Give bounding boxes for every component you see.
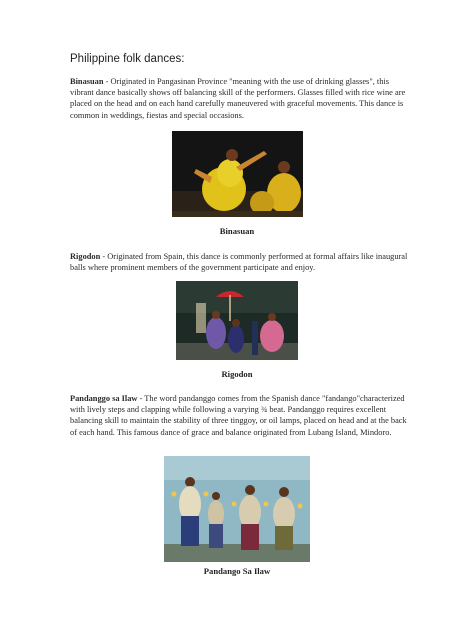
rigodon-paragraph	[70, 251, 410, 273]
pandanggo-term: Pandanggo sa Ilaw	[70, 394, 138, 403]
pandanggo-caption: Pandango Sa Ilaw	[203, 566, 271, 576]
binasuan-paragraph	[70, 76, 410, 121]
pandanggo-photo	[164, 456, 310, 562]
rigodon-description: - Originated from Spain, this dance is commonly performed at formal affairs like inaugural balls where prominent members of the government participate and enjoy.	[70, 252, 408, 273]
page-title: Philippine folk dances:	[70, 53, 185, 65]
binasuan-description: - Originated in Pangasinan Province "meaning with the use of drinking glasses", this vibrant dance basically shows off balancing skill of the performers. Glasses filled with rice wine are placed on the head and on each hand carefully maneuvered with graceful movements. This dance is common in weddings, fiestas and special occasions.	[70, 77, 406, 120]
pandanggo-description: - The word pandanggo comes from the Spanish dance "fandango"characterized with lively steps and clapping while following a varying ¾ beat. Pandanggo requires excellent balancing skill to maintain the stability of three tinggoy, or oil lamps, placed on head and at the back of each hand. This famous dance of grace and balance originated from Lubang Island, Mindoro.	[70, 394, 407, 437]
pandanggo-paragraph	[70, 393, 410, 438]
binasuan-photo	[172, 131, 303, 217]
rigodon-caption: Rigodon	[221, 369, 253, 379]
binasuan-term: Binasuan	[70, 77, 104, 86]
binasuan-caption: Binasuan	[219, 226, 255, 236]
rigodon-term: Rigodon	[70, 252, 101, 261]
rigodon-photo	[176, 281, 298, 360]
